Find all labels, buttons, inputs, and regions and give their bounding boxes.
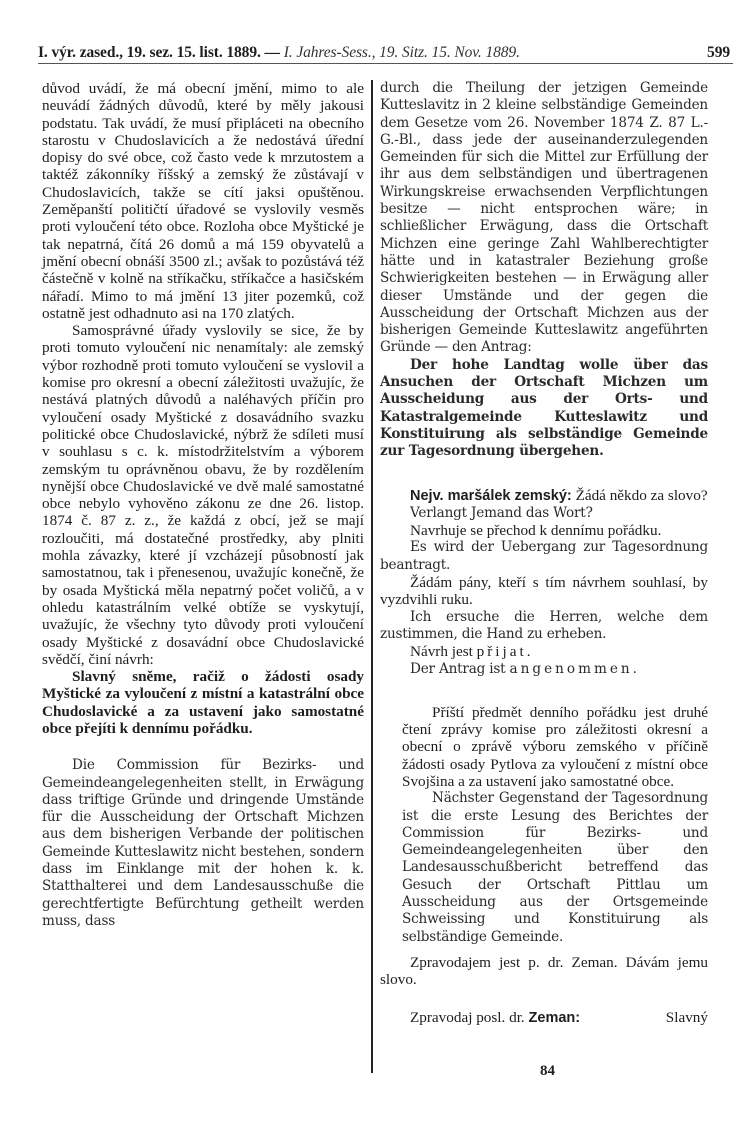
motion-german: Der hohe Landtag wolle über das Ansuchen der Ortschaft Michzen um Ausscheidung aus der Orts- und Katastralgemeinde Kutteslawitz und Konstituirung als selbständige Gemeinde zur Tagesordnung übergehen. (380, 356, 708, 460)
result-label: Návrh jest (410, 643, 473, 661)
left-column (42, 80, 364, 930)
paragraph: Verlangt Jemand das Wort? (410, 504, 593, 521)
paragraph: Zpravodajem jest p. dr. Zeman. Dávám jemu slovo. (380, 953, 708, 989)
result-word: přijat. (476, 643, 534, 661)
right-column (380, 80, 708, 1027)
result-czech (380, 643, 708, 660)
page-number-top: 599 (707, 44, 730, 61)
paragraph: durch die Theilung der jetzigen Gemeinde Kutteslavitz in 2 kleine selbständige Gemeinden dem Gesetze vom 26. November 1874 Z. 87 L.-G.-Bl., dass jede der auseinanderzulegenden Gemeinden für sich die Mittel zur Erfüllung der ihr aus dem selbständigen und übertragenen Wirkungskreise erwachsenden Verpflichtungen besitze — nicht entsprochen wäre; in schließlicher Erwägung, dass die Ortschaft Michzen eine geringe Zahl Wahlberechtigter hätte und in katastraler Beziehung große Schwierigkeiten bestehen — in Erwägung aller dieser Umstände und der gegen die Ausscheidung der Ortschaft Michzen aus der bisherigen Gemeinde Kutteslawitz angeführten Gründe — den Antrag: (380, 80, 708, 356)
paragraph: Žádám pány, kteří s tím návrhem souhlasí, by vyzdvihli ruku. (380, 574, 708, 609)
motion-german: Die Commission für Bezirks- und Gemeindeangelegenheiten stellt, in Erwägung dass triftige Gründe und dringende Umstände für die Ausscheidung der Ortschaft Michzen aus dem bisherigen Verbande der politischen Gemeinde Kutteslawitz nicht bestehen, sondern dass im Einklange mit der hohen k. k. Statthalterei und dem Landesausschuße die gerechtfertigte Befürchtung getheilt werden muss, dass (42, 757, 364, 929)
header-czech: I. výr. zased., 19. sez. 15. list. 1889. — (38, 44, 280, 61)
header-rule (38, 63, 733, 64)
speech (380, 1009, 708, 1027)
speech (380, 487, 708, 505)
result-german (380, 661, 708, 678)
result-label: Der Antrag ist (410, 660, 506, 677)
agenda-item-czech: Příští předmět denního pořádku jest druhé čtení zprávy komise pro záležitosti okresní a obecní o zprávě výboru zemského v příčině žádosti osady Pytlova za vyloučení z místní obce Svojšina a za ustavení jako samostatné obce. (402, 703, 708, 790)
result-word: angenommen. (509, 660, 640, 677)
speech-text: Žádá někdo za slovo? (575, 486, 708, 504)
column-divider (371, 80, 373, 1073)
speech-text: Slavný (665, 1008, 708, 1026)
running-header (38, 44, 730, 64)
speaker-name: Zeman: (528, 1009, 581, 1026)
agenda-item-german: Nächster Gegenstand der Tagesordnung ist die erste Lesung des Berichtes der Commission für Bezirks- und Gemeindeangelegenheiten über den Landesausschußbericht betreffend das Gesuch der Ortschaft Pittlau um Ausscheidung aus der Ortsgemeinde Schweissing und Konstituirung als selbständige Gemeinde. (402, 790, 708, 945)
speaker-title: Zpravodaj posl. dr. (410, 1008, 525, 1026)
motion-czech: Slavný sněme, račiž o žádosti osady Myštické za vyloučení z místní a katastrální obce Chudoslavické a za ustavení jako samostatné obce přejíti k dennímu pořádku. (42, 668, 364, 737)
paragraph: důvod uvádí, že má obecní jmění, mimo to ale neuvádí žádných důvodů, které by měly jakousi podstatu. Tak uvádí, že musí připláceti na obecního starostu v Chudoslavicích a že nedostává úřední dopisy do své obce, což často vede k mrzutostem a taktéž zákonníky říšský a zemský že zůstávají v Chudoslavicích, takže se cítí jaksi opuštěnou. Zeměpanští političtí úřadové se vyslovily vesměs proti vyloučení této obce. Rozloha obce Myštické je tak nepatrná, čítá 26 domů a má 159 obyvatelů a jmění obecní obnáší 3500 zl.; avšak to pozůstává též částečně v kolně na stříkačku, stříkačce a hasičském nářadí. Mimo to má jmění 13 jiter pozemků, což ostatně jest odhadnuto asi na 170 zlatých. (42, 80, 364, 322)
paragraph: Ich ersuche die Herren, welche dem zustimmen, die Hand zu erheben. (380, 608, 708, 642)
header-german: I. Jahres-Sess., 19. Sitz. 15. Nov. 1889. (283, 44, 520, 61)
paragraph: Navrhuje se přechod k dennímu pořádku. (410, 522, 662, 540)
paragraph: Samosprávné úřady vyslovily se sice, že by proti tomuto vyloučení nic nenamítaly: ale zemský výbor rozhodně proti tomuto vyloučení se vyslovil a komise pro okresní a obecní záležitosti uvažujíc, že nestává platných důvodů a naléhavých příčin pro vyloučení osady Myštické z dosavádního svazku politické obce Chudoslavické, nýbrž že sdíleti musí v souhlasu s c. k. místodržitelstvím a výborem zemským tu oprávněnou obavu, že by rozdělením nynější obce Chudoslavické ve dvě malé samostatné obce nebylo vyhověno zákonu ze dne 26. listop. 1874 č. 87 z. z., že každá z obcí, jež se mají rozloučiti, má dostatečné prostředky, aby plniti mohla závazky, které jí vzcházejí působností jak samostatnou, tak i přenesenou, uvažujíc konečně, že by osada Myštická měla nepatrný počet voličů, a v ohledu katastrálním velké obtíže se vyskytují, uvažujíc, že všechny tyto důvody proti vyloučení osady Myštické z dosavádní obce Chudoslavické svědčí, činí návrh: (42, 322, 364, 668)
paragraph: Es wird der Uebergang zur Tagesordnung beantragt. (380, 539, 708, 573)
signature-mark: 84 (540, 1063, 555, 1079)
speaker-name: Nejv. maršálek zemský: (410, 487, 572, 504)
